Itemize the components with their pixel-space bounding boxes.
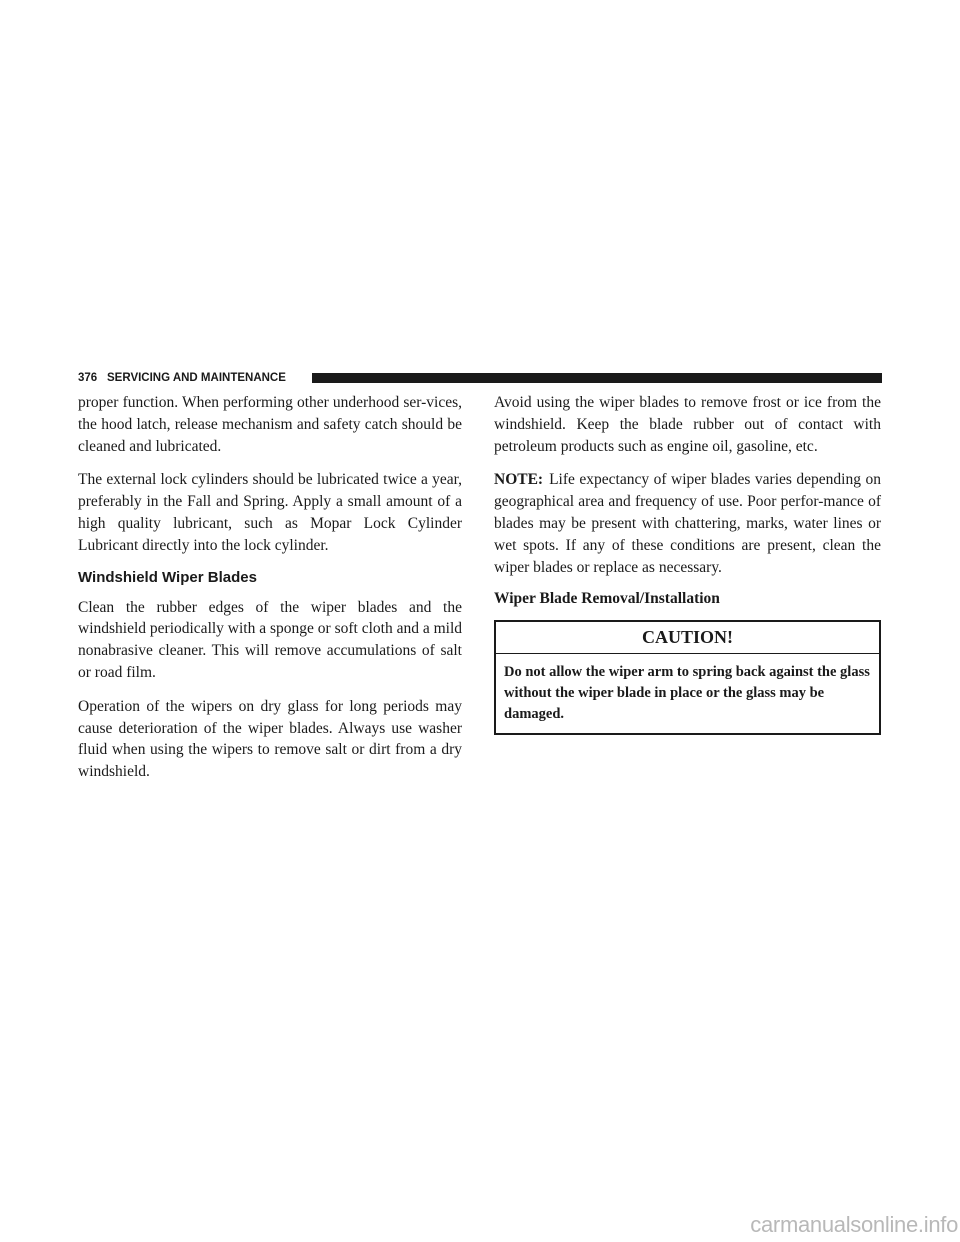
heading-wiper-blade-removal: Wiper Blade Removal/Installation — [494, 590, 720, 608]
section-title: SERVICING AND MAINTENANCE — [107, 372, 286, 384]
paragraph-clean-rubber: Clean the rubber edges of the wiper blades and the windshield periodically with a sponge or soft cloth and a mild nonabrasive cleaner. This will remove accumulations of salt or road film. — [78, 598, 462, 681]
paragraph-dry-glass: Operation of the wipers on dry glass for long periods may cause deterioration of the wiper blades. Always use washer fluid when using the wipers to remove salt or dirt from a dry windshield. — [78, 697, 462, 781]
left-column — [78, 392, 462, 795]
right-column — [494, 392, 881, 735]
heading-windshield-wiper-blades: Windshield Wiper Blades — [78, 568, 257, 586]
paragraph-lock-cylinders: The external lock cylinders should be lubricated twice a year, preferably in the Fall and Spring. Apply a small amount of a high quality lubricant, such as Mopar Lock Cylinder Lubricant directly into the lock cylinder. — [78, 471, 462, 554]
paragraph-underhood: proper function. When performing other underhood ser-vices, the hood latch, release mechanism and safety catch should be cleaned and lubricated. — [78, 394, 462, 455]
paragraph-frost-ice: Avoid using the wiper blades to remove frost or ice from the windshield. Keep the blade rubber out of contact with petroleum products such as engine oil, gasoline, etc. — [494, 394, 881, 455]
page-number: 376 — [78, 372, 98, 384]
header-rule — [312, 373, 882, 383]
note-label: NOTE: — [494, 471, 544, 489]
caution-title: CAUTION! — [496, 622, 879, 654]
note-text: Life expectancy of wiper blades varies depending on geographical area and frequency of use. Poor perfor-mance of blades may be present with chattering, marks, water lines or wet spots. If any of these conditions are present, clean the wiper blades or replace as necessary. — [494, 471, 881, 576]
caution-box — [494, 620, 881, 735]
caution-text: Do not allow the wiper arm to spring back against the glass without the wiper blade in place or the glass may be damaged. — [504, 664, 870, 723]
page-header — [78, 371, 882, 385]
note-paragraph — [494, 469, 881, 578]
watermark-text: carmanualsonline.info — [750, 1212, 958, 1237]
